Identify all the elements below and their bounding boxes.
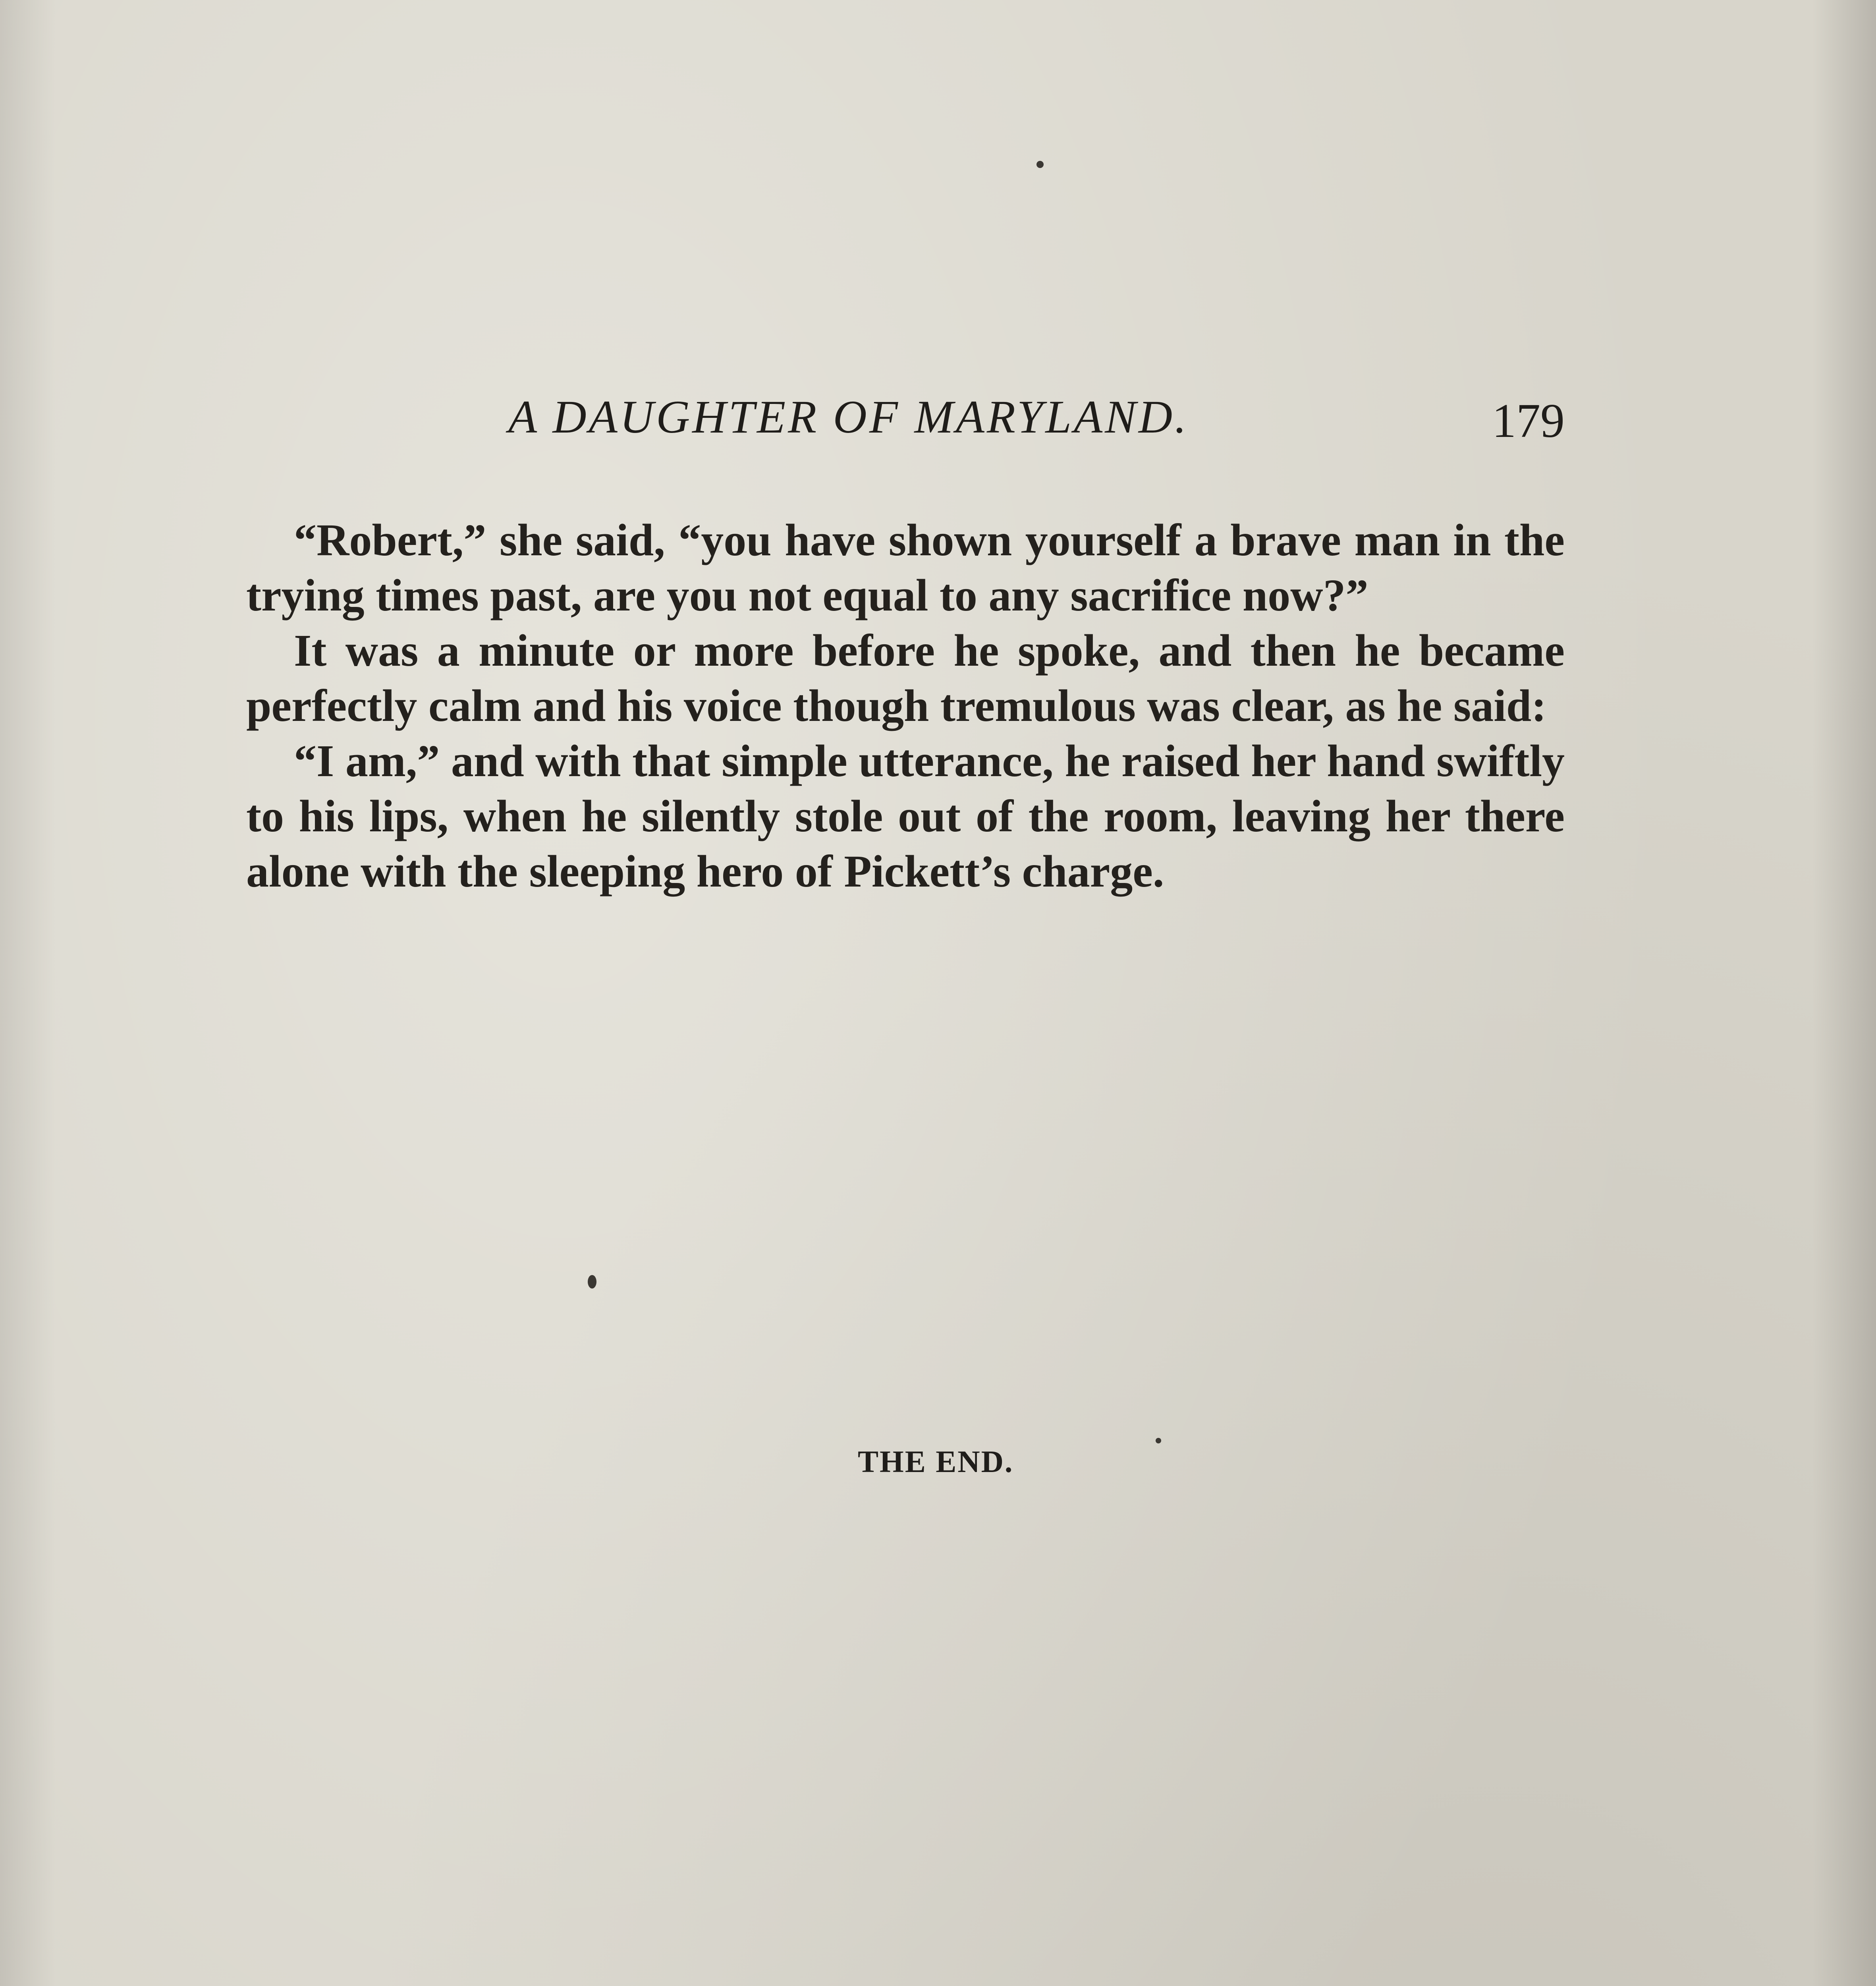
body-text — [246, 512, 1565, 899]
the-end-label: THE END. — [858, 1444, 1014, 1479]
paper-speck — [1036, 161, 1044, 168]
paper-speck — [588, 1275, 596, 1289]
paragraph: “Robert,” she said, “you have shown yourself a brave man in the trying times past, are you not equal to any sacrifice now?” — [246, 515, 1565, 620]
paragraph: “I am,” and with that simple utterance, he raised her hand swiftly to his lips, when he silently stole out of the room, leaving her there alone with the sleeping hero of Pickett’s charge. — [246, 736, 1565, 896]
paper-speck — [1156, 1438, 1161, 1443]
page-header — [246, 387, 1565, 447]
paragraph: It was a minute or more before he spoke, and then he became perfectly calm and his voice though tremulous was clear, as he said: — [246, 625, 1565, 731]
running-title: A DAUGHTER OF MARYLAND. — [508, 391, 1189, 443]
page-number: 179 — [1492, 394, 1565, 448]
